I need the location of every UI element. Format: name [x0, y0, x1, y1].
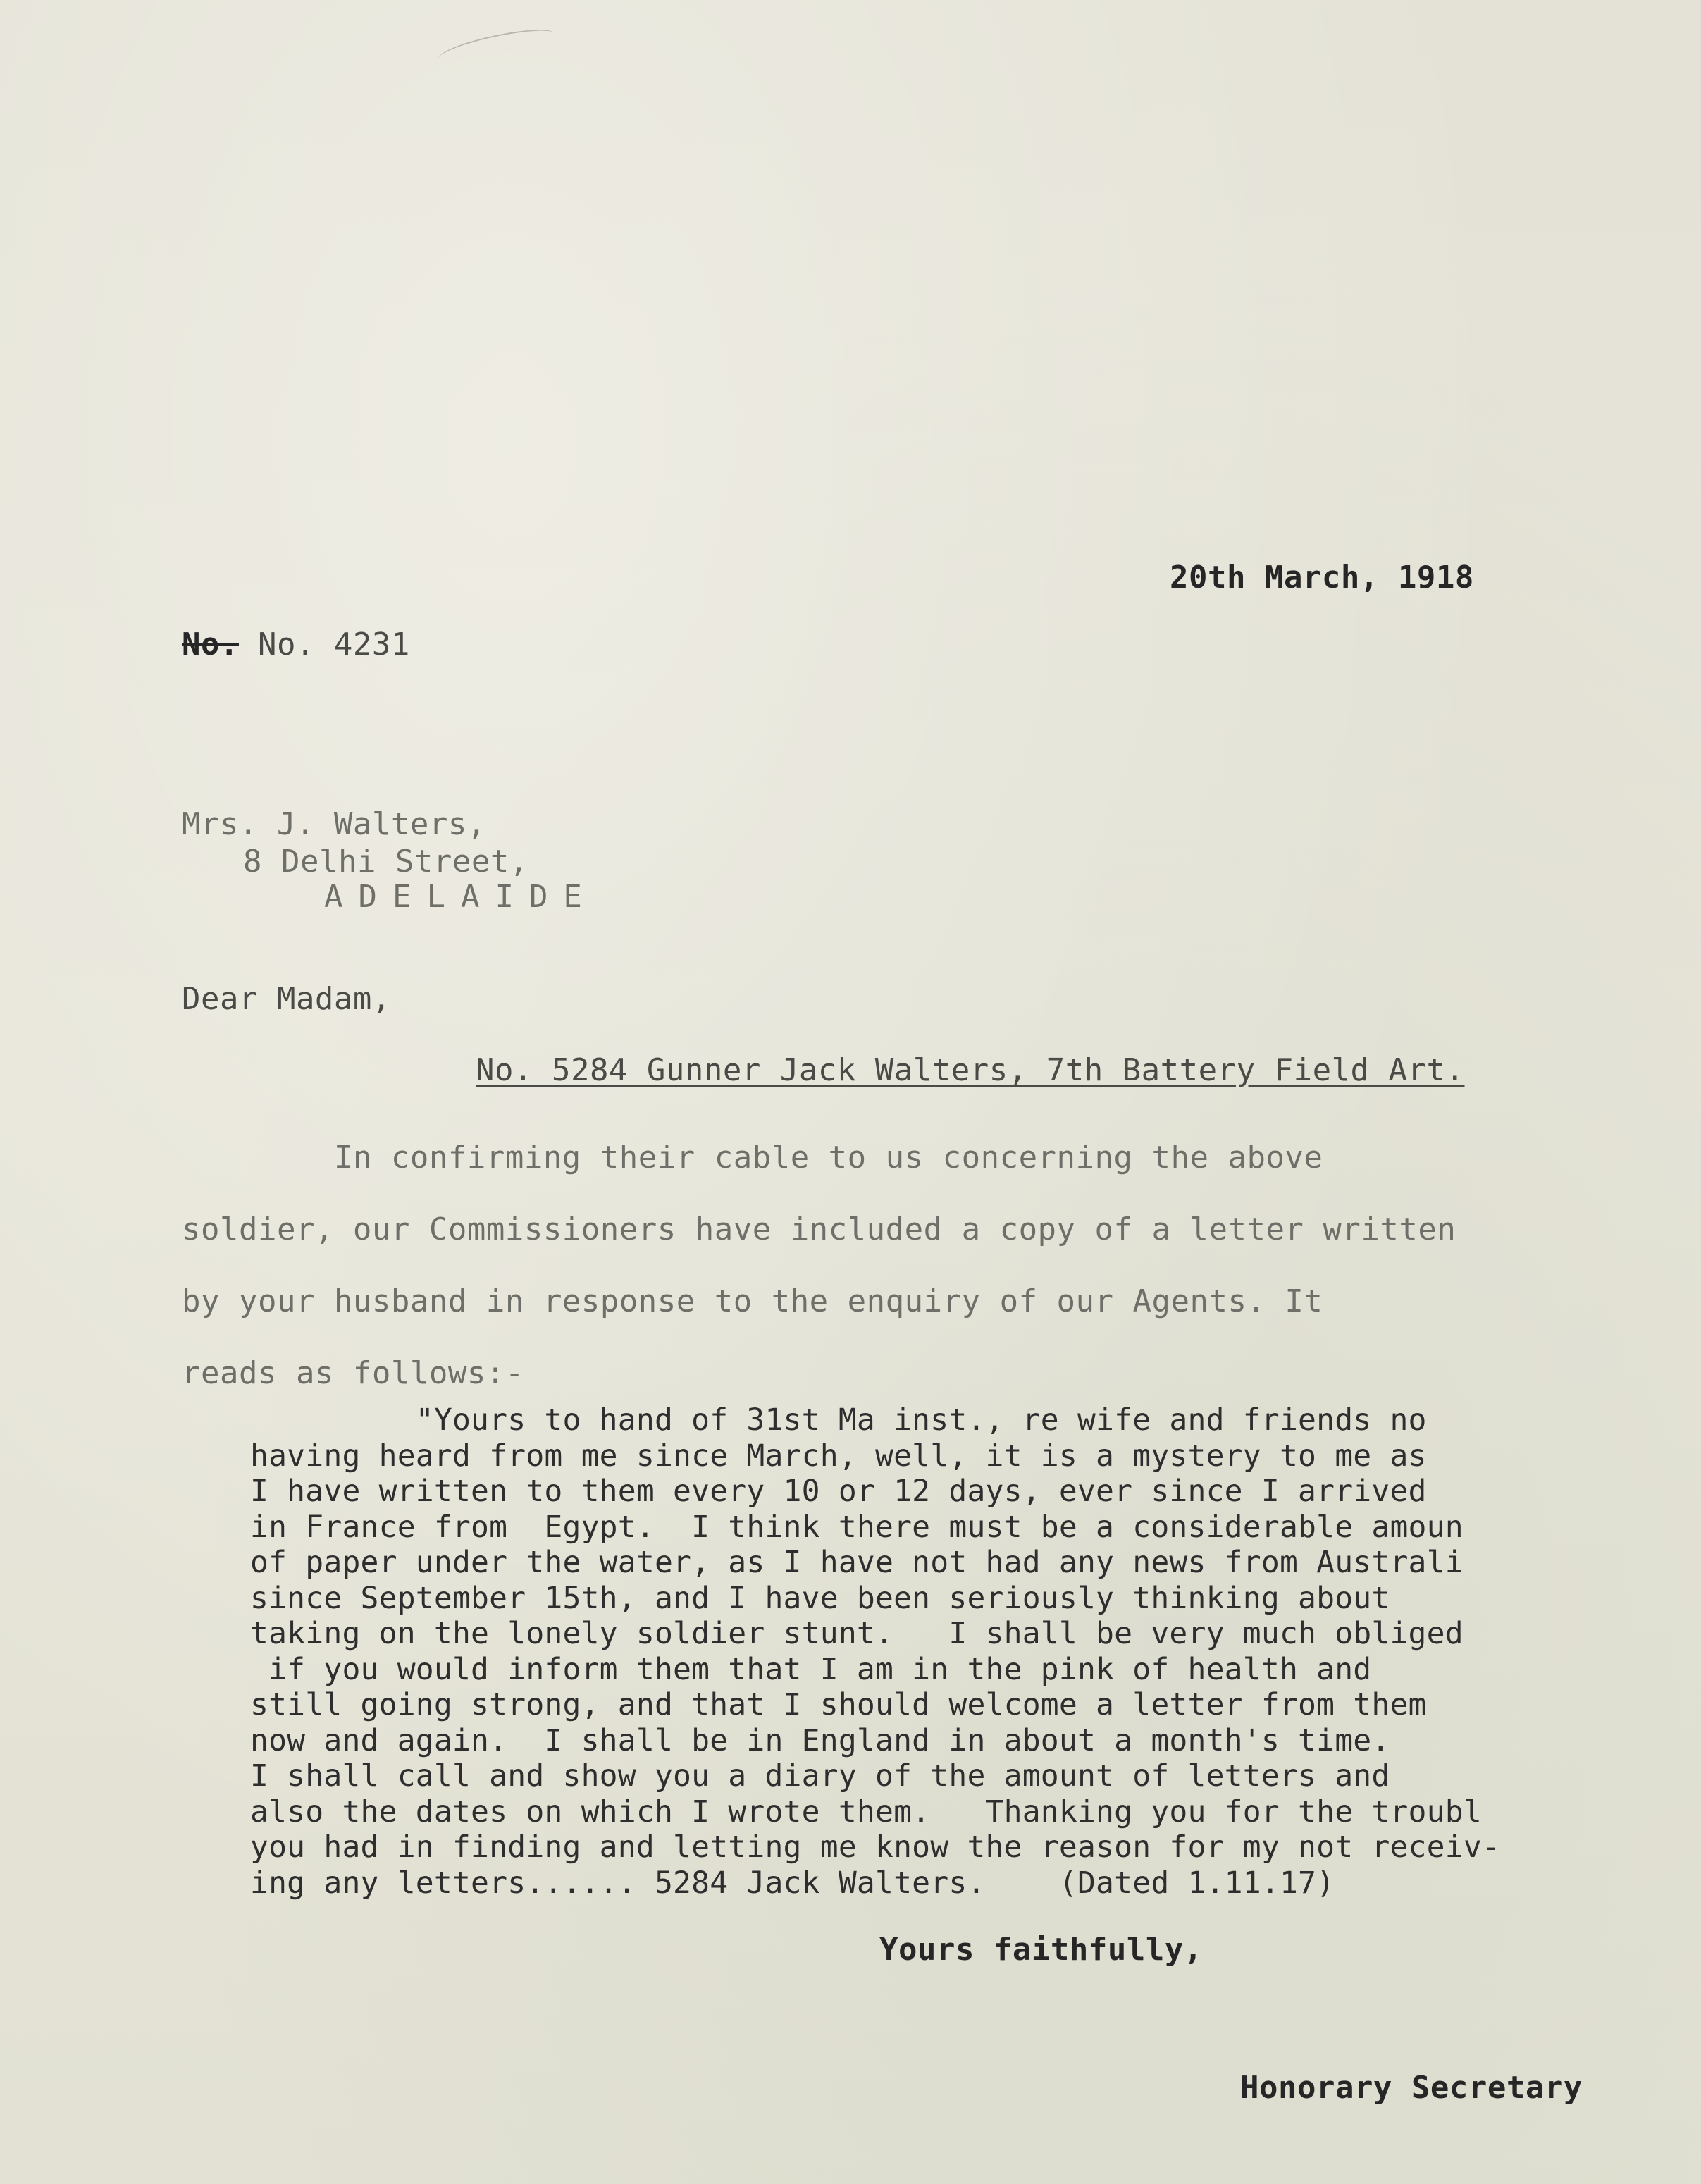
signature-title: Honorary Secretary [1240, 2070, 1583, 2106]
paper-mark [436, 23, 558, 70]
quote-line: having heard from me since March, well, it is a mystery to me as [250, 1438, 1427, 1474]
reference-number [182, 627, 410, 662]
reference-text: No. 4231 [238, 627, 410, 662]
address-line-2: 8 Delhi Street, [243, 844, 528, 880]
quote-line: of paper under the water, as I have not had any news from Australi [250, 1545, 1464, 1580]
quote-line: now and again. I shall be in England in about a month's time. [250, 1722, 1390, 1758]
quote-line: I have written to them every 10 or 12 days, ever since I arrived [250, 1474, 1427, 1509]
quote-line: also the dates on which I wrote them. Thanking you for the troubl [250, 1794, 1482, 1830]
subject-line: No. 5284 Gunner Jack Walters, 7th Battery Field Art. [476, 1052, 1465, 1088]
quote-line: ing any letters...... 5284 Jack Walters. (Dated 1.11.17) [250, 1865, 1335, 1901]
address-city: ADELAIDE [324, 879, 598, 915]
address-line-1: Mrs. J. Walters, [182, 806, 486, 842]
quote-line: if you would inform them that I am in the pink of health and [250, 1651, 1372, 1687]
closing: Yours faithfully, [879, 1932, 1203, 1968]
body-paragraph [182, 1122, 1626, 1409]
salutation: Dear Madam, [182, 981, 391, 1017]
body-line: reads as follows:- [182, 1355, 524, 1391]
struck-reference-prefix: No. [182, 627, 239, 662]
quoted-letter [250, 1402, 1688, 1901]
body-line: by your husband in response to the enquiry of our Agents. It [182, 1283, 1323, 1319]
quote-line: still going strong, and that I should welcome a letter from them [250, 1687, 1427, 1722]
body-line: soldier, our Commissioners have included a copy of a letter written [182, 1211, 1456, 1247]
quote-line: since September 15th, and I have been seriously thinking about [250, 1580, 1390, 1616]
quote-line: in France from Egypt. I think there must be a considerable amoun [250, 1509, 1464, 1545]
quote-line: taking on the lonely soldier stunt. I shall be very much obliged [250, 1616, 1464, 1651]
quote-line: I shall call and show you a diary of the amount of letters and [250, 1758, 1390, 1794]
body-line: In confirming their cable to us concerning the above [182, 1140, 1323, 1176]
quote-line: "Yours to hand of 31st Ma inst., re wife and friends no [250, 1402, 1427, 1438]
quote-line: you had in finding and letting me know the reason for my not receiv- [250, 1830, 1500, 1865]
letter-date: 20th March, 1918 [1170, 560, 1474, 596]
